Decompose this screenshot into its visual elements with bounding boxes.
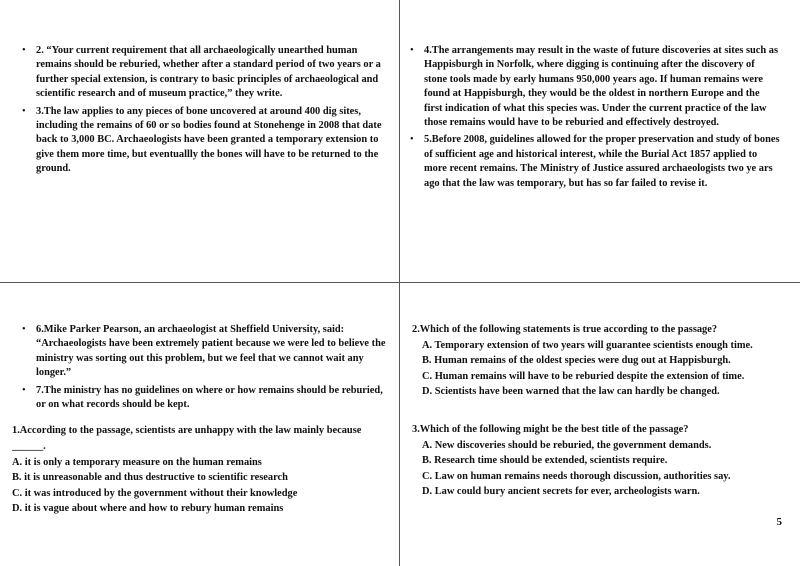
question-3-option-d[interactable]: D. Law could bury ancient secrets for ever, archeologists warn. [422,486,700,498]
question-3: 3.Which of the following might be the best title of the passage? [412,423,689,435]
question-2: 2.Which of the following statements is true according to the passage? [412,324,718,335]
panel-bottom-left [12,323,390,517]
page-number: 5 [776,516,782,528]
panel-bottom-right [412,322,784,500]
paragraph-4: • 4.The arrangements may result in the waste of future discoveries at sites such as Happisburgh in Norfolk, where digging is continuing after the discovery of stone tools made by early humans 950,000 years ago. If human remains were found at Happisburgh, they would be the oldest in northern Europe and the first indication of what this species was. Under the current practice of the law those remains would have to be reburied and effectively destroyed. [408,44,780,130]
paragraph-3: • 3.The law applies to any pieces of bone uncovered at around 400 dig sites, including the remains of 60 or so bodies found at Stonehenge in 2008 that date back to 3,000 BC. Archaeologists have been granted a temporary extension to give them more time, but eventuallly the bones will have to be returned to the ground. [20,105,388,177]
question-1-option-a[interactable]: A. it is only a temporary measure on the human remains [12,456,262,468]
question-1: 1.According to the passage, scientists are unhappy with the law mainly because ______. [12,425,362,453]
paragraph-7: • 7.The ministry has no guidelines on where or how remains should be reburied, or on what records should be kept. [20,384,390,413]
question-3-option-c[interactable]: C. Law on human remains needs thorough discussion, authorities say. [422,470,731,482]
question-1-option-b[interactable]: B. it is unreasonable and thus destructive to scientific research [12,472,288,484]
question-2-option-a[interactable]: A. Temporary extension of two years will guarantee scientists enough time. [422,339,753,351]
paragraph-2: • 2. “Your current requirement that all archaeologically unearthed human remains should be reburied, whether after a standard period of two years or a further special extension, is contrary to basic principles of archaeological and scientific research and of museum practice,” they write. [20,44,388,102]
paragraph-6: • 6.Mike Parker Pearson, an archaeologist at Sheffield University, said: “Archaeologists have been extremely patient because we were led to believe the ministry was sorting out this problem, but we feel that we cannot wait any longer.” [20,323,390,381]
question-2-option-c[interactable]: C. Human remains will have to be reburied despite the extension of time. [422,370,745,382]
paragraph-5: • 5.Before 2008, guidelines allowed for the proper preservation and study of bones of sufficient age and historical interest, while the Burial Act 1857 applied to more recent remains. The Ministry of Justice assured archaeologists two ye ars ago that the law was temporary, but has so far failed to revise it. [408,133,780,191]
question-3-option-a[interactable]: A. New discoveries should be reburied, the government demands. [422,439,712,451]
panel-top-left [20,44,388,180]
horizontal-divider [0,282,800,283]
panel-top-right [408,44,780,194]
question-3-option-b[interactable]: B. Research time should be extended, scientists require. [422,455,668,467]
question-2-option-b[interactable]: B. Human remains of the oldest species were dug out at Happisburgh. [422,355,731,367]
question-1-option-d[interactable]: D. it is vague about where and how to rebury human remains [12,503,284,515]
question-1-option-c[interactable]: C. it was introduced by the government without their knowledge [12,487,298,499]
vertical-divider [399,0,400,566]
question-2-option-d[interactable]: D. Scientists have been warned that the law can hardly be changed. [422,386,720,398]
